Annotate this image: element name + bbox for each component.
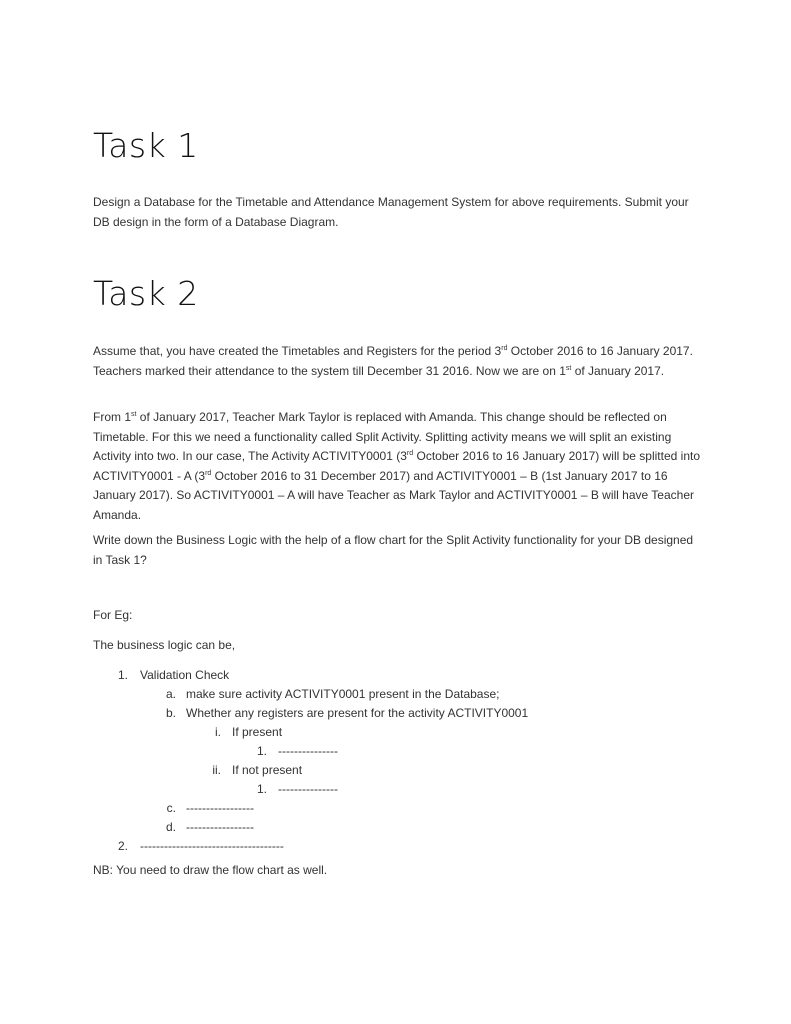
task2-paragraph-3: Write down the Business Logic with the help of a flow chart for the Split Activity functionality for your DB designed in Task 1?: [93, 533, 694, 567]
business-logic-intro: The business logic can be,: [93, 638, 236, 652]
document-page: Task 1 Design a Database for the Timetable and Attendance Management System for above requirements. Submit your DB design in the form of a Database Diagram. Task 2 Assume that, you have created the Timetables and Registers for the period 3rd October 2016 to 16 January 2017. Teachers marked their attendance to the system till December 31 2016. Now we are on 1st of January 2017. From 1st of January 2017, Teacher Mark Taylor is replaced with Amanda. This change should be reflected on Timetable. For this we need a functionality called Split Activity. Splitting activity means we will split an existing Activity into two. In our case, The Activity ACTIVITY0001 (3rd October 2016 to 16 January 2017) will be splitted into ACTIVITY0001 - A (3rd October 2016 to 31 December 2017) and ACTIVITY0001 – B (1st January 2017 to 16 January 2017). So ACTIVITY0001 – A will have Teacher as Mark Taylor and ACTIVITY0001 – B will have Teacher Amanda. Write down the Business Logic with the help of a flow chart for the Split Activity functionality for your DB designed in Task 1? For Eg: The business logic can be, 1. Validation Check a. make sure activity ACTIVITY0001 present in the Database; b. Whether any registers are present for the activity ACTIVITY0001 i. If present 1. --------------- ii. If not present 1. --------------- c. ----------------- d. ----------------- 2. ------------------------------------ NB: You need to draw the flow chart as well.: [0, 0, 791, 1024]
task2-paragraph-1: Assume that, you have created the Timetables and Registers for the period 3rd October 2016 to 16 January 2017. Teachers marked their attendance to the system till December 31 2016. Now we are on 1st of January 2017.: [93, 344, 693, 378]
task2-heading: Task 2: [93, 274, 199, 313]
note-paragraph: NB: You need to draw the flow chart as well.: [93, 863, 328, 877]
task1-heading: Task 1: [93, 126, 199, 165]
task2-paragraph-2: From 1st of January 2017, Teacher Mark Taylor is replaced with Amanda. This change should be reflected on Timetable. For this we need a functionality called Split Activity. Splitting activity means we will split an existing Activity into two. In our case, The Activity ACTIVITY0001 (3rd October 2016 to 16 January 2017) will be splitted into ACTIVITY0001 - A (3rd October 2016 to 31 December 2017) and ACTIVITY0001 – B (1st January 2017 to 16 January 2017). So ACTIVITY0001 – A will have Teacher as Mark Taylor and ACTIVITY0001 – B will have Teacher Amanda.: [93, 410, 700, 522]
task1-paragraph: Design a Database for the Timetable and Attendance Management System for above requirements. Submit your DB design in the form of a Database Diagram.: [93, 195, 689, 229]
example-label: For Eg:: [93, 608, 133, 622]
